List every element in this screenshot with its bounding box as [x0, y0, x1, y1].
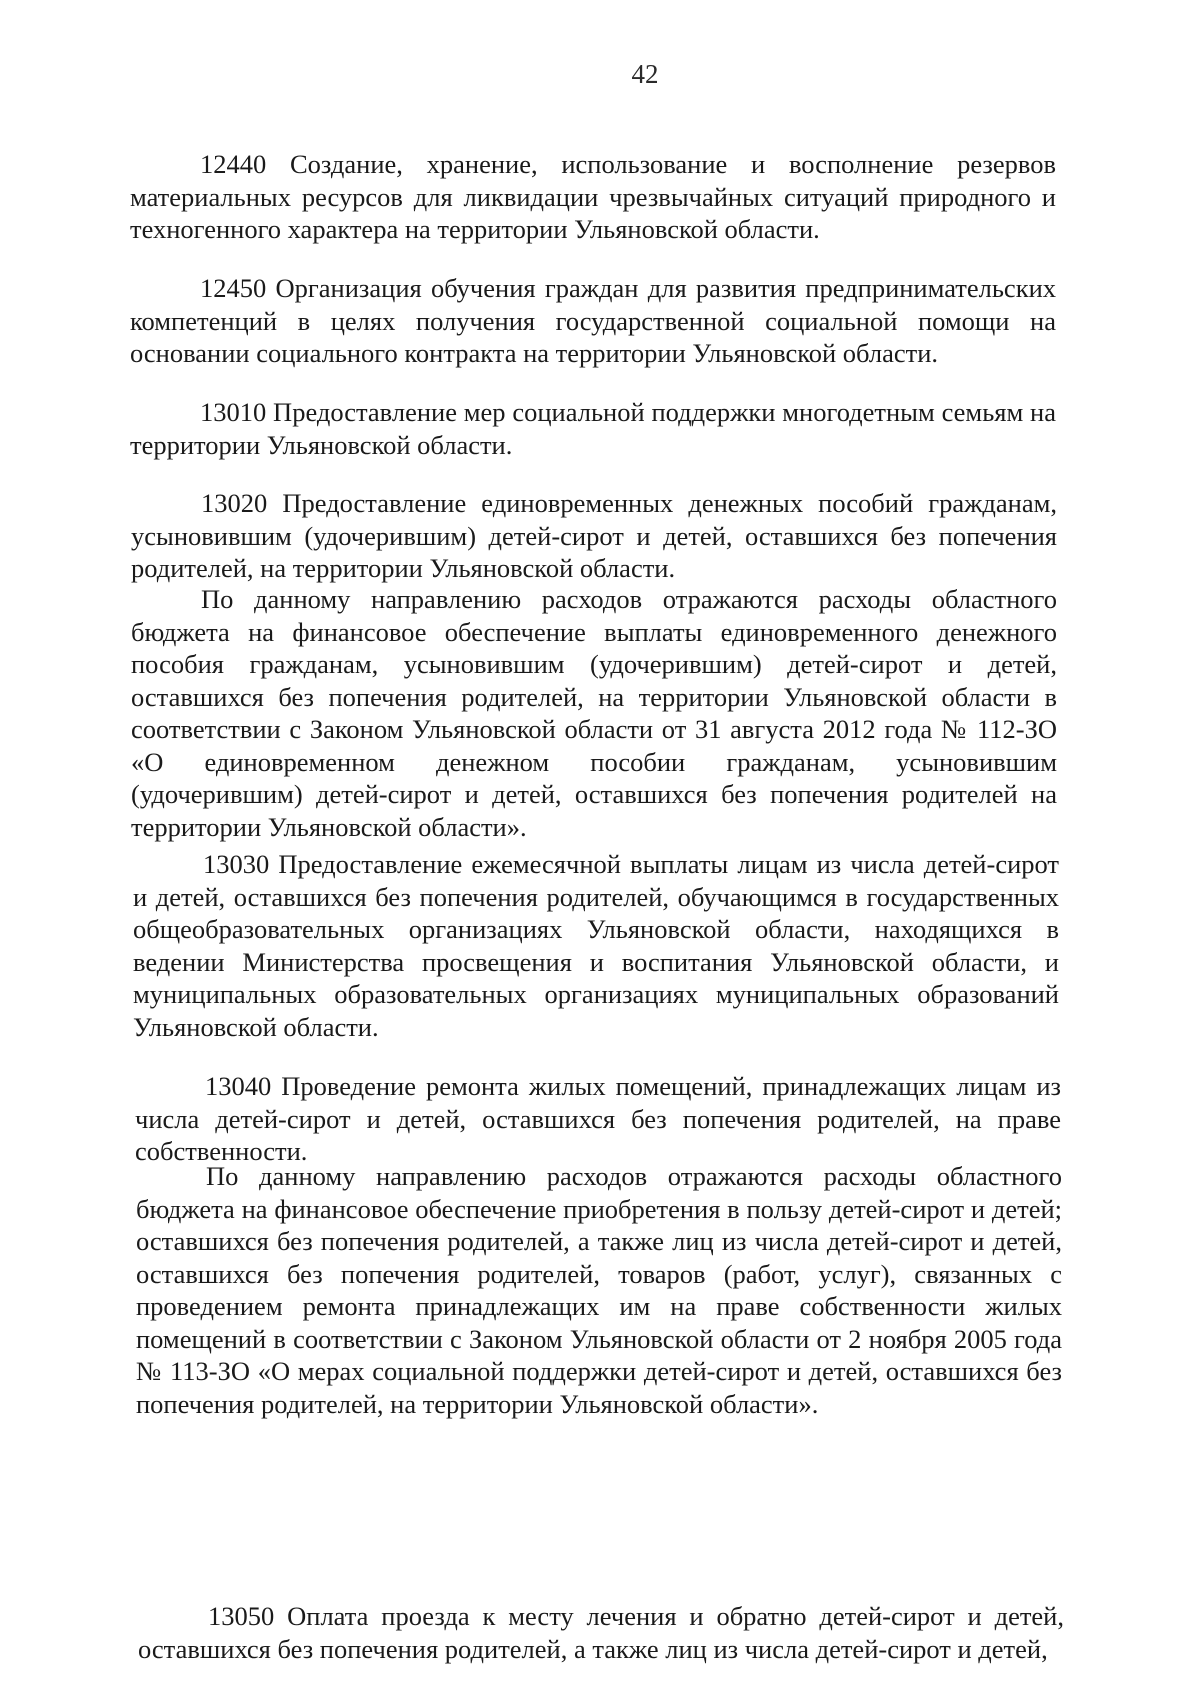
- paragraph-13050: 13050 Оплата проезда к месту лечения и обратно детей-сирот и детей, оставшихся без попечения родителей, а также лиц из числа детей-сирот и детей,: [138, 1601, 1064, 1664]
- paragraph-13030: 13030 Предоставление ежемесячной выплаты лицам из числа детей-сирот и детей, оставшихся без попечения родителей, обучающимся в государственных общеобразовательных организациях Ульяновской области, находящихся в ведении Министерства просвещения и воспитания Ульяновской области, и муниципальных образовательных организациях муниципальных образований Ульяновской области.: [133, 849, 1059, 1042]
- paragraph-13020: 13020 Предоставление единовременных денежных пособий гражданам, усыновившим (удочерившим) детей-сирот и детей, оставшихся без попечения родителей, на территории Ульяновской области.: [131, 488, 1057, 583]
- paragraph-13020-description: По данному направлению расходов отражаются расходы областного бюджета на финансовое обеспечение выплаты единовременного денежного пособия гражданам, усыновившим (удочерившим) детей-сирот и детей, оставшихся без попечения родителей, на территории Ульяновской области в соответствии с Законом Ульяновской области от 31 августа 2012 года № 112-ЗО «О единовременном денежном пособии гражданам, усыновившим (удочерившим) детей-сирот и детей, оставшихся без попечения родителей на территории Ульяновской области».: [131, 584, 1057, 842]
- paragraph-12440: 12440 Создание, хранение, использование и восполнение резервов материальных ресурсов для ликвидации чрезвычайных ситуаций природного и техногенного характера на территории Ульяновской области.: [130, 149, 1056, 244]
- paragraph-13040-description: По данному направлению расходов отражаются расходы областного бюджета на финансовое обеспечение приобретения в пользу детей-сирот и детей; оставшихся без попечения родителей, а также лиц из числа детей-сирот и детей, оставшихся без попечения родителей, товаров (работ, услуг), связанных с проведением ремонта принадлежащих им на праве собственности жилых помещений в соответствии с Законом Ульяновской области от 2 ноября 2005 года № 113-ЗО «О мерах социальной поддержки детей-сирот и детей, оставшихся без попечения родителей, на территории Ульяновской области».: [136, 1161, 1062, 1419]
- page-number: 42: [631, 59, 659, 89]
- paragraph-13010: 13010 Предоставление мер социальной поддержки многодетным семьям на территории Ульяновской области.: [130, 397, 1056, 460]
- paragraph-13040: 13040 Проведение ремонта жилых помещений, принадлежащих лицам из числа детей-сирот и детей, оставшихся без попечения родителей, на праве собственности.: [135, 1071, 1061, 1166]
- paragraph-12450: 12450 Организация обучения граждан для развития предпринимательских компетенций в целях получения государственной социальной помощи на основании социального контракта на территории Ульяновской области.: [130, 273, 1056, 368]
